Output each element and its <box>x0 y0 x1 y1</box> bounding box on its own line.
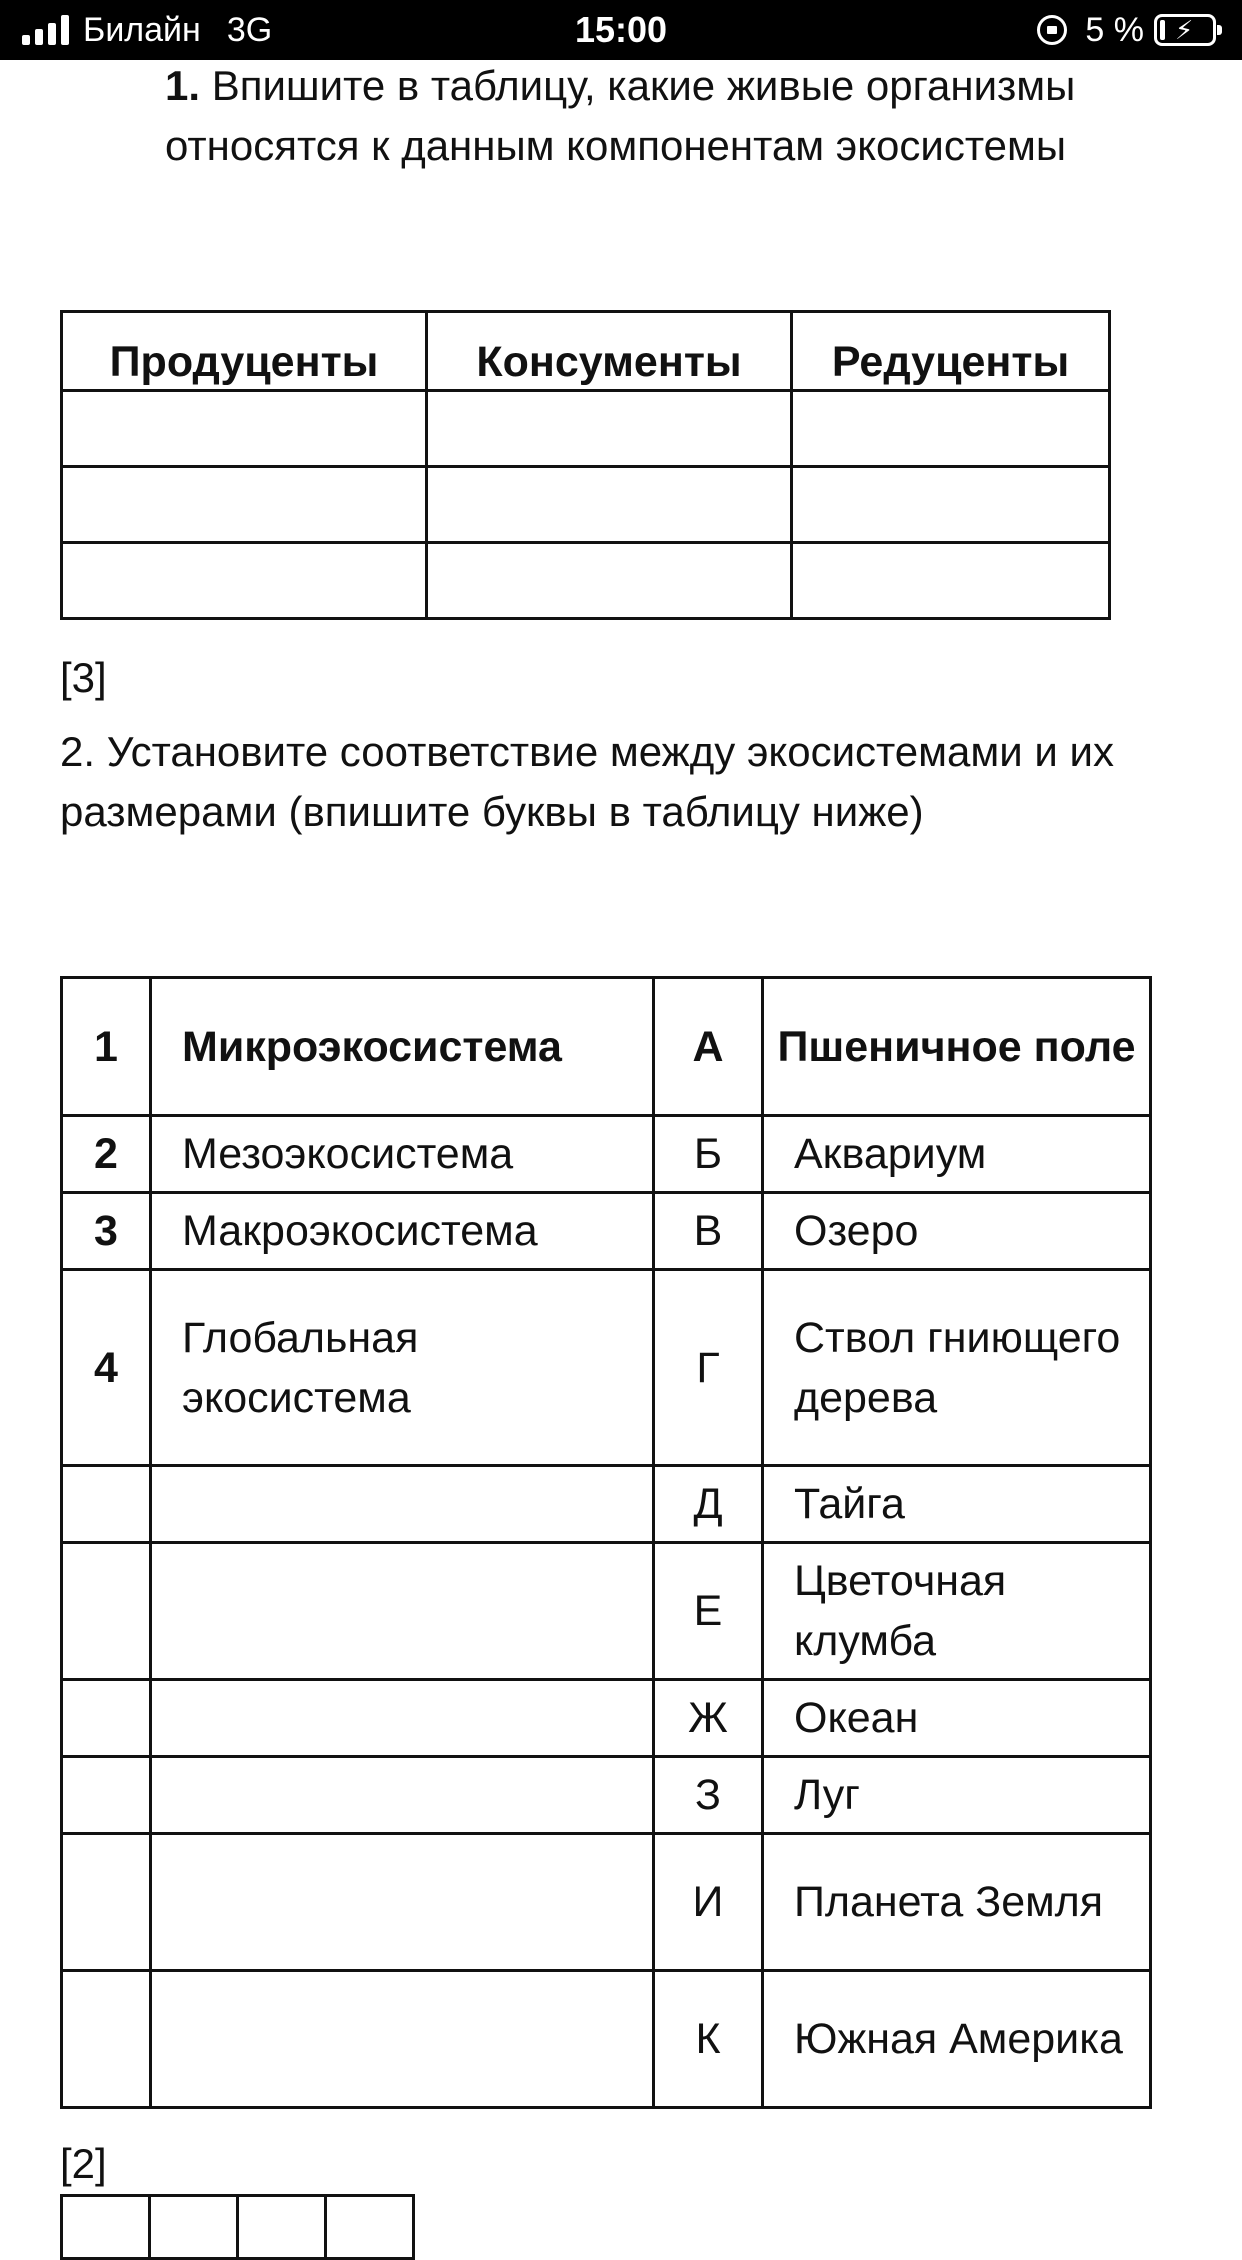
option-letter: Д <box>654 1466 763 1543</box>
option-letter: И <box>654 1834 763 1971</box>
battery-charging-icon: ⚡ <box>1154 14 1216 46</box>
row-number: 4 <box>62 1270 151 1466</box>
table-row <box>62 1680 1151 1757</box>
option-text: Пшеничное поле <box>763 978 1151 1116</box>
answer-cell[interactable] <box>238 2196 326 2259</box>
option-text: Аквариум <box>763 1116 1151 1193</box>
ecosystem-type[interactable] <box>151 1971 654 2108</box>
ecosystem-type: Глобальная экосистема <box>151 1270 654 1466</box>
option-letter: А <box>654 978 763 1116</box>
table-row <box>62 978 1151 1116</box>
table-row <box>62 1193 1151 1270</box>
status-bar <box>0 0 1242 60</box>
empty-cell[interactable] <box>62 467 427 543</box>
rotation-lock-icon <box>1037 15 1067 45</box>
header-producers: Продуценты <box>62 312 427 391</box>
table-row <box>62 1466 1151 1543</box>
ecosystem-type: Микроэкосистема <box>151 978 654 1116</box>
table-row <box>62 467 1110 543</box>
empty-cell[interactable] <box>427 467 792 543</box>
row-number[interactable] <box>62 1757 151 1834</box>
empty-cell[interactable] <box>62 543 427 619</box>
table-row <box>62 1543 1151 1680</box>
option-text: Планета Земля <box>763 1834 1151 1971</box>
row-number[interactable] <box>62 1466 151 1543</box>
question-1-body: Впишите в таблицу, какие живые организмы относятся к данным компонентам экосистемы <box>165 62 1076 169</box>
answer-table <box>60 2194 415 2260</box>
row-number[interactable] <box>62 1543 151 1680</box>
row-number[interactable] <box>62 1680 151 1757</box>
row-number[interactable] <box>62 1971 151 2108</box>
network-type: 3G <box>226 10 273 49</box>
ecosystem-type[interactable] <box>151 1466 654 1543</box>
option-letter: Е <box>654 1543 763 1680</box>
option-letter: Г <box>654 1270 763 1466</box>
option-letter: В <box>654 1193 763 1270</box>
question-1-number: 1. <box>165 62 201 109</box>
ecosystem-type[interactable] <box>151 1834 654 1971</box>
question-2-score: [2] <box>60 2140 107 2187</box>
question-2-text: 2. Установите соответствие между экосистемами и их размерами (впишите буквы в таблицу ниже) <box>60 728 1114 835</box>
ecosystem-type[interactable] <box>151 1543 654 1680</box>
table-row <box>62 1971 1151 2108</box>
option-text: Луг <box>763 1757 1151 1834</box>
option-text: Ствол гниющего дерева <box>763 1270 1151 1466</box>
row-number: 2 <box>62 1116 151 1193</box>
option-letter: К <box>654 1971 763 2108</box>
empty-cell[interactable] <box>62 391 427 467</box>
table-row <box>62 391 1110 467</box>
ecosystem-components-table <box>60 310 1111 620</box>
matching-table <box>60 976 1152 2109</box>
header-consumers: Консументы <box>427 312 792 391</box>
empty-cell[interactable] <box>427 543 792 619</box>
table-row <box>62 543 1110 619</box>
empty-cell[interactable] <box>792 391 1110 467</box>
option-text: Озеро <box>763 1193 1151 1270</box>
ecosystem-type[interactable] <box>151 1680 654 1757</box>
option-text: Цветочная клумба <box>763 1543 1151 1680</box>
question-1-text <box>165 56 1185 176</box>
option-text: Тайга <box>763 1466 1151 1543</box>
table-row <box>62 1116 1151 1193</box>
row-number: 1 <box>62 978 151 1116</box>
carrier-name: Билайн <box>83 10 201 49</box>
row-number: 3 <box>62 1193 151 1270</box>
option-letter: З <box>654 1757 763 1834</box>
signal-strength-icon <box>22 15 69 45</box>
table-row <box>62 1757 1151 1834</box>
option-text: Южная Америка <box>763 1971 1151 2108</box>
answer-cell[interactable] <box>150 2196 238 2259</box>
table-row <box>62 1270 1151 1466</box>
ecosystem-type[interactable] <box>151 1757 654 1834</box>
empty-cell[interactable] <box>792 467 1110 543</box>
option-text: Океан <box>763 1680 1151 1757</box>
option-letter: Ж <box>654 1680 763 1757</box>
table-row <box>62 1834 1151 1971</box>
ecosystem-type: Мезоэкосистема <box>151 1116 654 1193</box>
empty-cell[interactable] <box>427 391 792 467</box>
empty-cell[interactable] <box>792 543 1110 619</box>
row-number[interactable] <box>62 1834 151 1971</box>
answer-cell[interactable] <box>62 2196 150 2259</box>
header-decomposers: Редуценты <box>792 312 1110 391</box>
answer-cell[interactable] <box>326 2196 414 2259</box>
table-row <box>62 2196 414 2259</box>
status-time: 15:00 <box>574 9 668 50</box>
battery-percentage: 5 % <box>1085 10 1144 49</box>
ecosystem-type: Макроэкосистема <box>151 1193 654 1270</box>
question-1-score: [3] <box>60 654 107 701</box>
option-letter: Б <box>654 1116 763 1193</box>
